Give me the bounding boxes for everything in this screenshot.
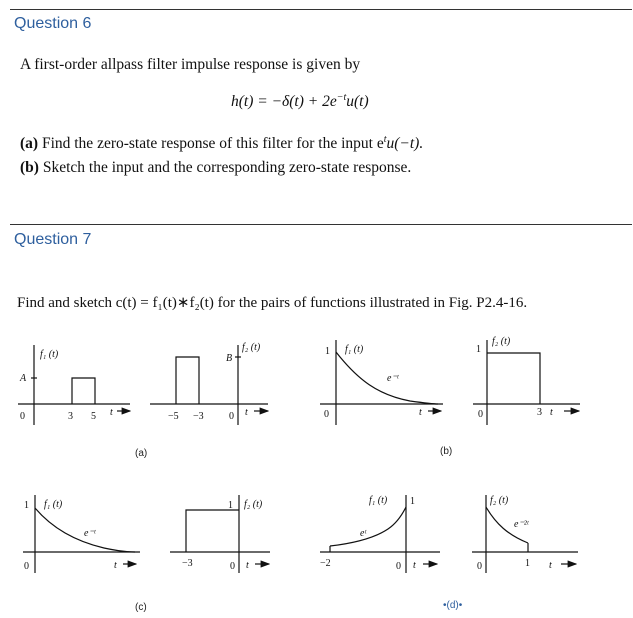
- caption-a: (a): [135, 448, 148, 459]
- c1-one: 1: [24, 500, 29, 511]
- d1-label: f₁ (t): [369, 495, 388, 506]
- d2-exp-label: e⁻²ᵗ: [514, 519, 529, 530]
- d2-one: 1: [525, 558, 530, 569]
- a1-pulse: [72, 378, 95, 404]
- q6-part-a-label: (a): [20, 135, 39, 153]
- d1-exp-label: eᵗ: [360, 528, 367, 539]
- c2-neg-three: −3: [182, 558, 193, 569]
- q6-part-a-tail: u(−t).: [386, 135, 424, 153]
- d2-label: f₂ (t): [490, 495, 509, 506]
- caption-d: •(d)•: [443, 600, 463, 611]
- b2-t: t: [550, 407, 553, 418]
- b2-label: f₂ (t): [492, 336, 511, 347]
- d1-exp-curve: [330, 507, 406, 546]
- a2-neg-three: −3: [193, 411, 204, 422]
- q6-intro: A first-order allpass filter impulse response is given by: [20, 56, 361, 73]
- c1-t: t: [114, 560, 117, 571]
- b1-one: 1: [325, 346, 330, 357]
- b1-label: f₁ (t): [345, 344, 364, 355]
- a1-t: t: [110, 407, 113, 418]
- a1-zero: 0: [20, 411, 25, 422]
- q6-equation-tail: u(t): [346, 93, 369, 111]
- panel-c-f2: [170, 495, 270, 573]
- panel-d-f2: [472, 495, 578, 573]
- a1-three: 3: [68, 411, 73, 422]
- c2-zero: 0: [230, 561, 235, 572]
- b2-one: 1: [476, 344, 481, 355]
- a2-B: B: [226, 353, 233, 364]
- a1-label: f₁ (t): [40, 349, 59, 360]
- b2-zero: 0: [478, 409, 483, 420]
- question-7-heading: Question 7: [14, 231, 92, 248]
- d1-zero: 0: [396, 561, 401, 572]
- c1-zero: 0: [24, 561, 29, 572]
- d2-zero: 0: [477, 561, 482, 572]
- a2-zero: 0: [229, 411, 234, 422]
- b1-t: t: [419, 407, 422, 418]
- q6-equation-sup: −t: [336, 92, 347, 103]
- b1-zero: 0: [324, 409, 329, 420]
- q6-part-a-text: Find the zero-state response of this filter for the input e: [41, 135, 384, 153]
- c2-t: t: [246, 560, 249, 571]
- a1-five: 5: [91, 411, 96, 422]
- panel-a-f1: [18, 345, 130, 425]
- panel-a-f2: [150, 342, 268, 425]
- c2-pulse: [186, 510, 239, 552]
- b2-pulse: [487, 353, 540, 404]
- b1-exp-label: e⁻ᵗ: [387, 373, 399, 384]
- a2-neg-five: −5: [168, 411, 179, 422]
- question-6-heading: Question 6: [14, 15, 92, 32]
- caption-c: (c): [135, 602, 147, 613]
- a1-A: A: [20, 373, 27, 384]
- a2-t: t: [245, 407, 248, 418]
- c2-label: f₂ (t): [244, 499, 263, 510]
- q6-part-a-sup: t: [383, 134, 387, 145]
- d2-t: t: [549, 560, 552, 571]
- a2-pulse: [176, 357, 199, 404]
- q6-part-b-text: Sketch the input and the corresponding zero-state response.: [42, 159, 412, 176]
- d1-one: 1: [410, 496, 415, 507]
- panel-d-f1: [320, 495, 440, 573]
- panel-c-f1: [23, 495, 140, 573]
- c2-one: 1: [228, 500, 233, 511]
- c1-label: f₁ (t): [44, 499, 63, 510]
- b2-three: 3: [537, 407, 542, 418]
- caption-b: (b): [440, 446, 453, 457]
- c1-exp-label: e⁻ᵗ: [84, 528, 96, 539]
- panel-b-f1: [320, 340, 443, 425]
- a2-label: f₂ (t): [242, 342, 261, 353]
- d1-t: t: [413, 560, 416, 571]
- q6-equation-main: h(t) = −δ(t) + 2e: [231, 93, 337, 111]
- q6-part-b-label: (b): [20, 159, 39, 176]
- q7-intro: Find and sketch c(t) = f₁(t)∗f₂(t) for the pairs of functions illustrated in Fig. P2.4-16.: [17, 295, 528, 311]
- panel-b-f2: [473, 336, 580, 425]
- d1-neg-two: −2: [320, 558, 331, 569]
